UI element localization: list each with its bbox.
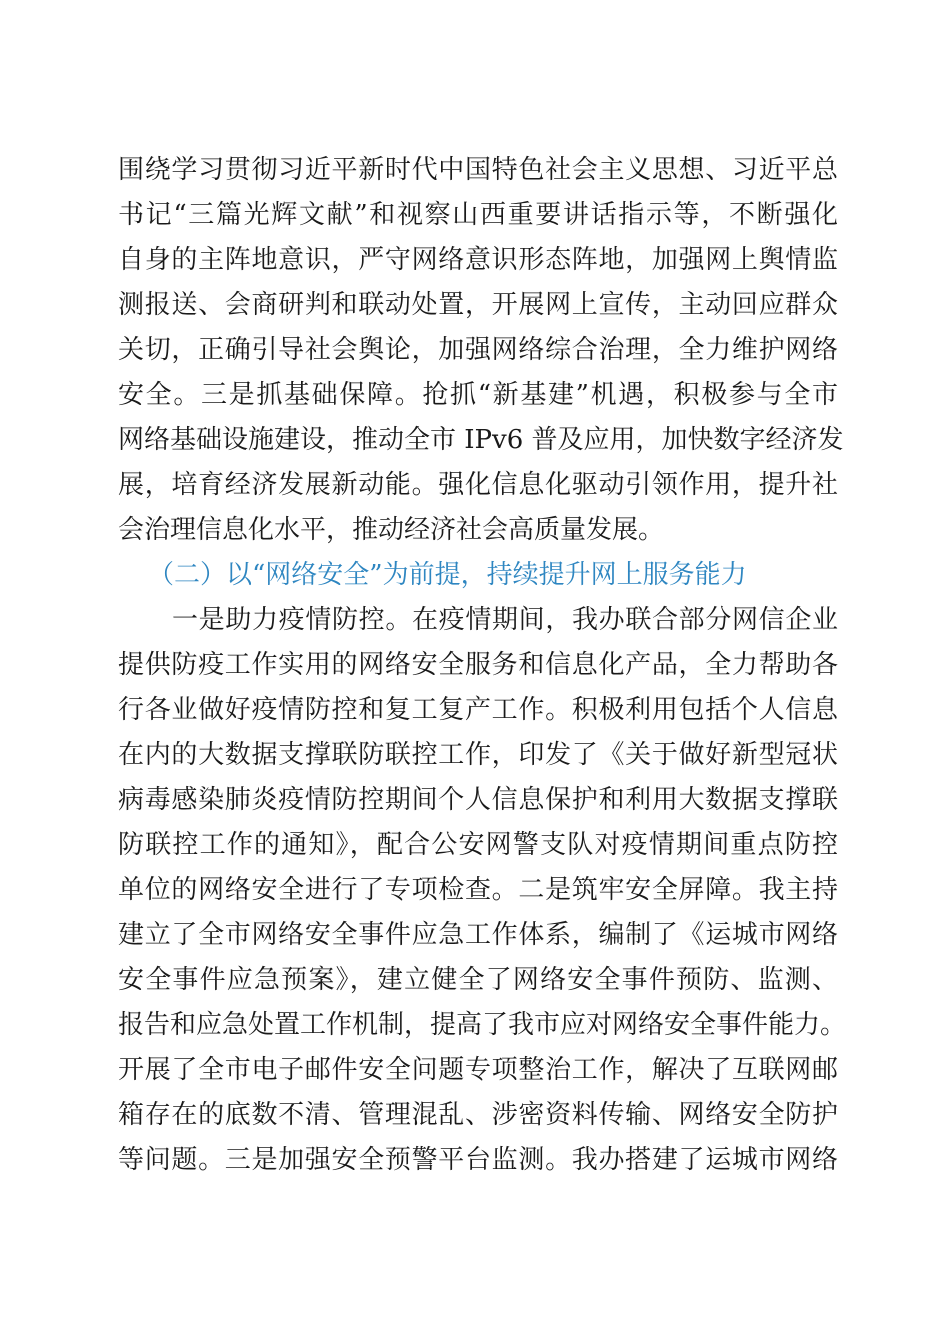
paragraph-line: 安全。三是抓基础保障。抢抓“新基建”机遇，积极参与全市	[118, 380, 838, 410]
paragraph-line: 测报送、会商研判和联动处置，开展网上宣传，主动回应群众	[118, 290, 838, 320]
paragraph-line: 书记“三篇光辉文献”和视察山西重要讲话指示等，不断强化	[118, 200, 838, 230]
paragraph-1	[118, 148, 844, 553]
paragraph-line: 等问题。三是加强安全预警平台监测。我办搭建了运城市网络	[118, 1145, 838, 1175]
paragraph-line: 安全事件应急预案》，建立健全了网络安全事件预防、监测、	[118, 965, 838, 995]
document-body	[118, 148, 847, 1183]
paragraph-line: 在内的大数据支撑联防联控工作，印发了《关于做好新型冠状	[118, 740, 838, 770]
paragraph-line: 单位的网络安全进行了专项检查。二是筑牢安全屏障。我主持	[118, 875, 838, 905]
paragraph-line: 会治理信息化水平，推动经济社会高质量发展。	[118, 515, 665, 545]
paragraph-2	[118, 598, 847, 1183]
paragraph-line: 报告和应急处置工作机制，提高了我市应对网络安全事件能力。	[118, 1010, 847, 1040]
paragraph-line: 提供防疫工作实用的网络安全服务和信息化产品，全力帮助各	[118, 650, 838, 680]
paragraph-line: 开展了全市电子邮件安全问题专项整治工作，解决了互联网邮	[118, 1055, 838, 1085]
paragraph-line: 自身的主阵地意识，严守网络意识形态阵地，加强网上舆情监	[118, 245, 838, 275]
paragraph-line: 网络基础设施建设，推动全市 IPv6 普及应用，加快数字经济发	[118, 425, 844, 455]
paragraph-line: 行各业做好疫情防控和复工复产工作。积极利用包括个人信息	[118, 695, 838, 725]
paragraph-line: 建立了全市网络安全事件应急工作体系，编制了《运城市网络	[118, 920, 838, 950]
section-heading: （二）以“网络安全”为前提，持续提升网上服务能力	[148, 560, 747, 590]
paragraph-line: 围绕学习贯彻习近平新时代中国特色社会主义思想、习近平总	[118, 155, 838, 185]
paragraph-line: 病毒感染肺炎疫情防控期间个人信息保护和利用大数据支撑联	[118, 785, 838, 815]
paragraph-line: 防联控工作的通知》，配合公安网警支队对疫情期间重点防控	[118, 830, 838, 860]
paragraph-line: 关切，正确引导社会舆论，加强网络综合治理，全力维护网络	[118, 335, 838, 365]
paragraph-line: 箱存在的底数不清、管理混乱、涉密资料传输、网络安全防护	[118, 1100, 838, 1130]
paragraph-line: 一是助力疫情防控。在疫情期间，我办联合部分网信企业	[172, 605, 838, 635]
paragraph-line: 展，培育经济发展新动能。强化信息化驱动引领作用，提升社	[118, 470, 838, 500]
